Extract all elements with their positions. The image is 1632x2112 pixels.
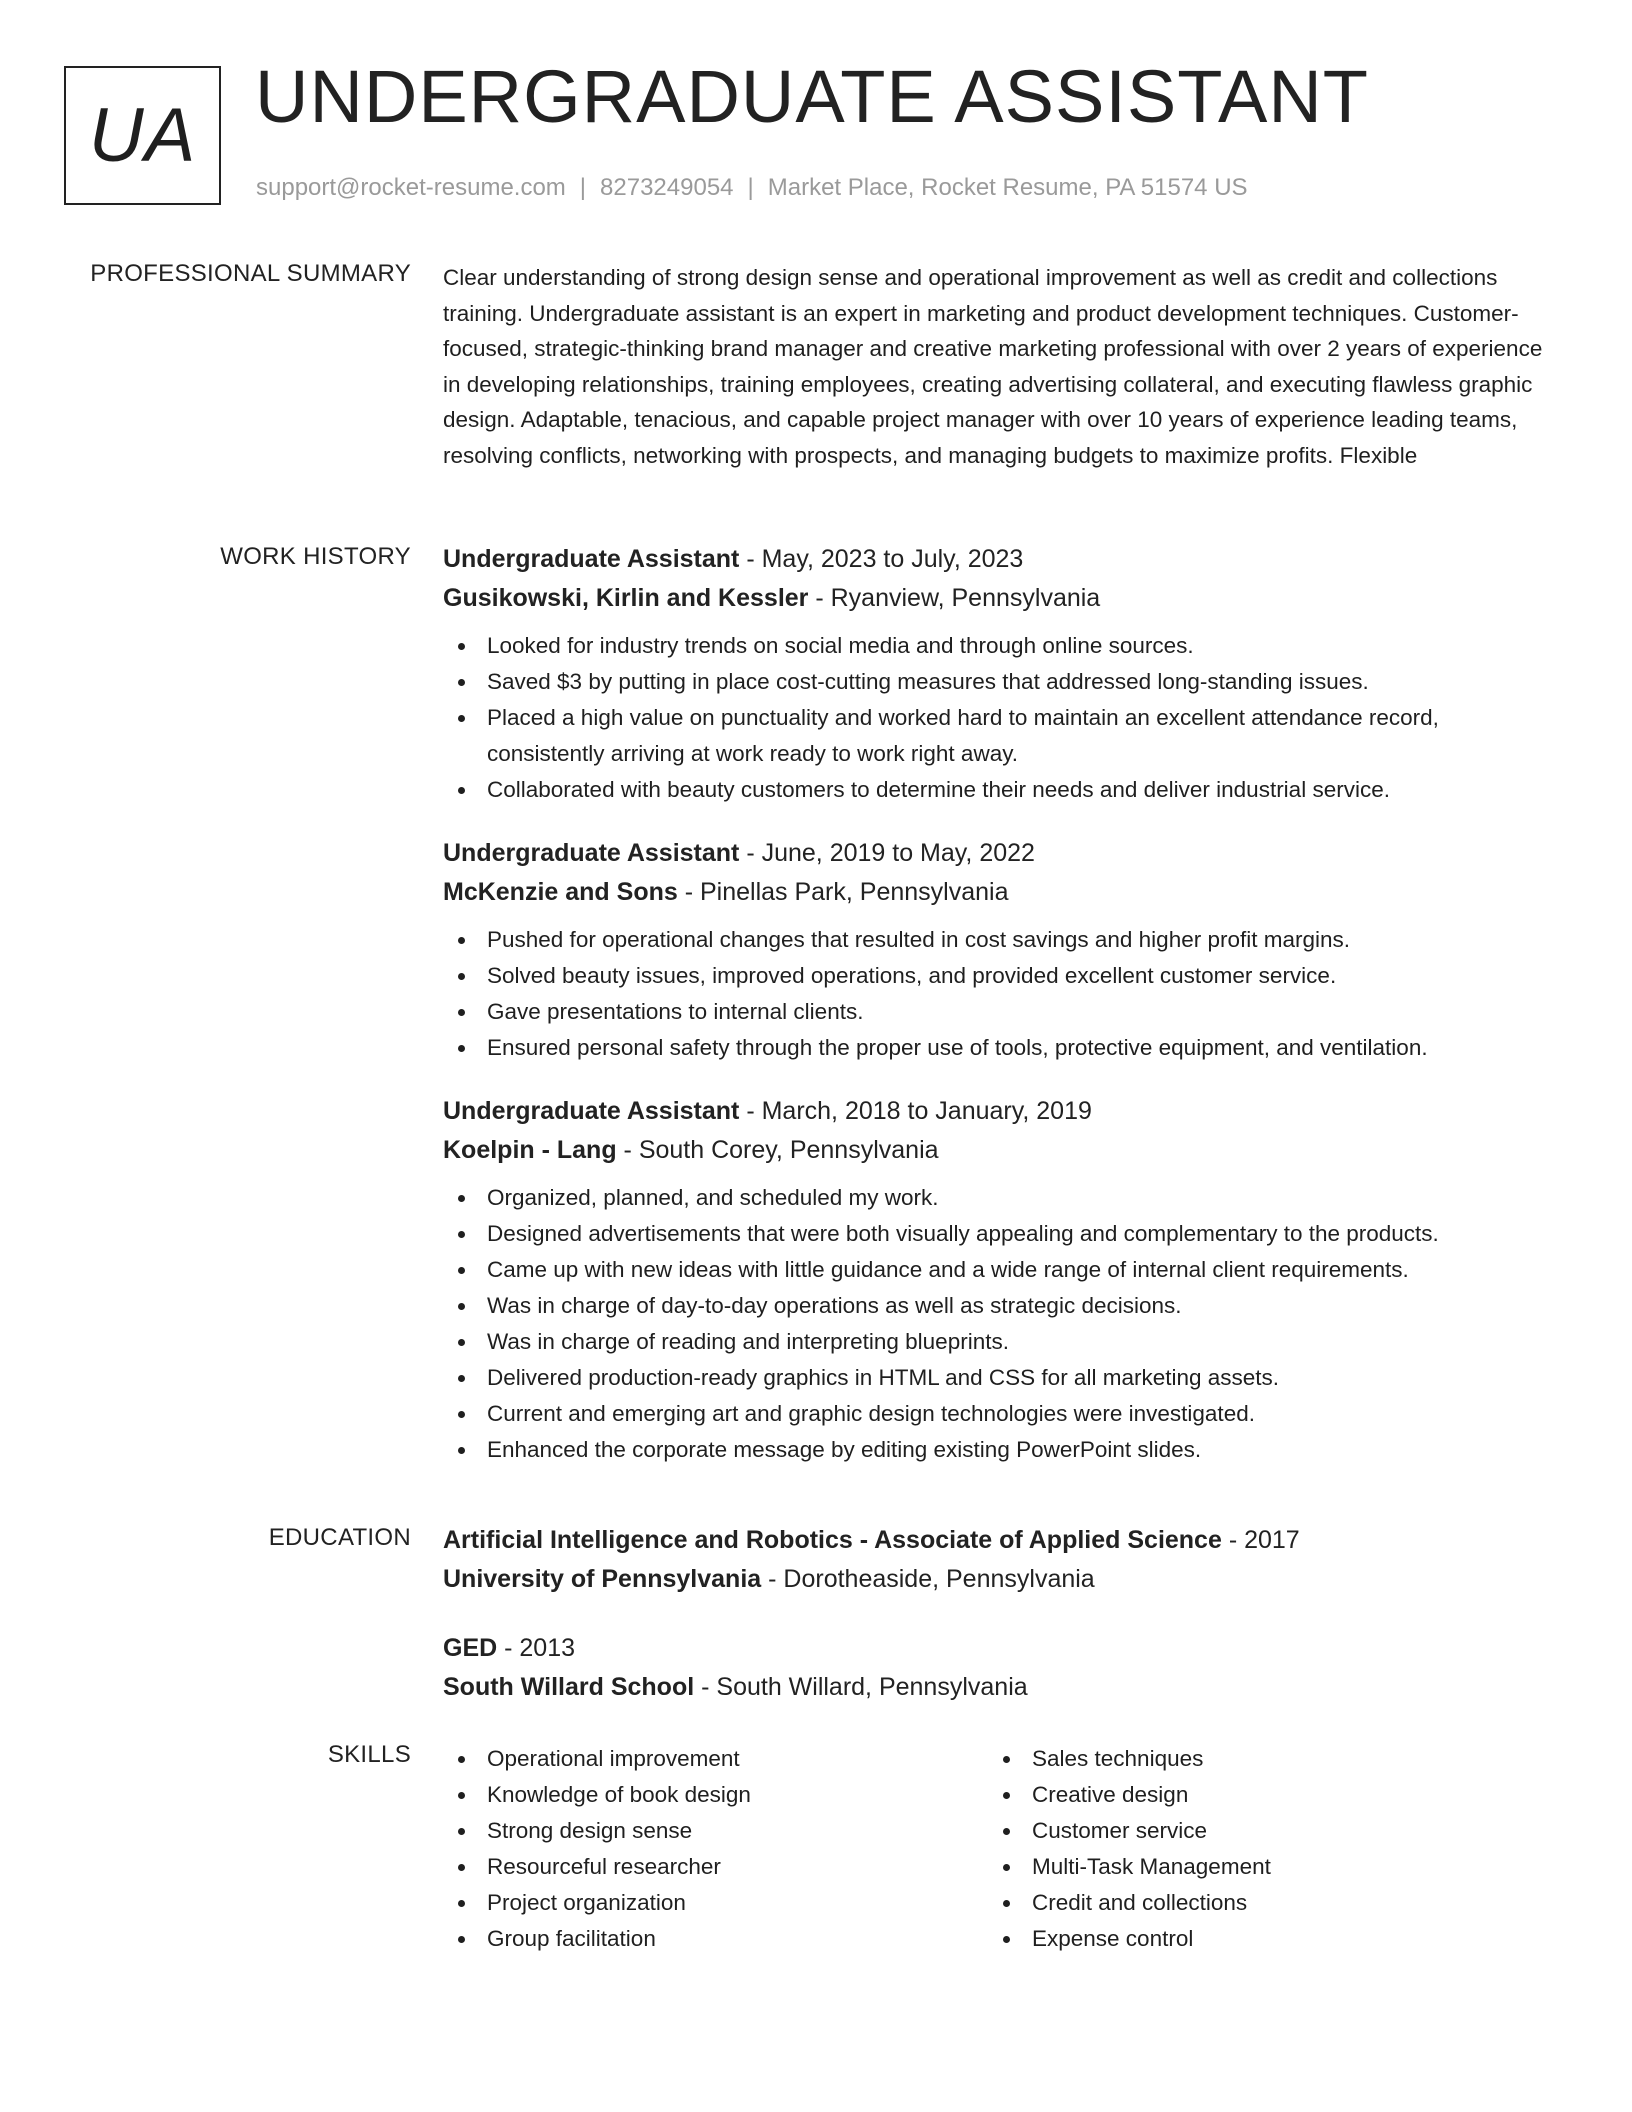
job-location: - Pinellas Park, Pennsylvania xyxy=(677,878,1009,906)
job-bullet: Ensured personal safety through the proper use of tools, protective equipment, and ventilation. xyxy=(443,1030,1553,1066)
job-bullet: Saved $3 by putting in place cost-cutting measures that addressed long-standing issues. xyxy=(443,664,1553,700)
job-role: Undergraduate Assistant xyxy=(443,1097,740,1125)
education-school-line xyxy=(443,1668,1553,1707)
education-body xyxy=(443,1521,1553,1737)
job-company-line xyxy=(443,579,1553,618)
education-school-line xyxy=(443,1560,1553,1599)
job-bullet: Current and emerging art and graphic design technologies were investigated. xyxy=(443,1396,1553,1432)
monogram-box xyxy=(64,66,221,205)
job-bullet: Pushed for operational changes that resulted in cost savings and higher profit margins. xyxy=(443,922,1553,958)
education-school: South Willard School xyxy=(443,1673,695,1701)
job-company: McKenzie and Sons xyxy=(443,878,678,906)
job-title-line xyxy=(443,540,1553,579)
skills-list-left xyxy=(443,1741,988,1957)
skill-item: Multi-Task Management xyxy=(988,1849,1533,1885)
job-bullet: Was in charge of day-to-day operations as well as strategic decisions. xyxy=(443,1288,1553,1324)
contact-separator: | xyxy=(747,174,754,201)
job-bullet: Placed a high value on punctuality and worked hard to maintain an excellent attendance record, consistently arriving at work ready to work right away. xyxy=(443,700,1553,772)
job-title-line xyxy=(443,834,1553,873)
skills-list-right xyxy=(988,1741,1533,1957)
section-title-work-history: WORK HISTORY xyxy=(220,543,411,570)
skills-columns xyxy=(443,1741,1553,1957)
job-bullet: Collaborated with beauty customers to determine their needs and deliver industrial service. xyxy=(443,772,1553,808)
section-title-summary: PROFESSIONAL SUMMARY xyxy=(90,260,411,287)
education-location: - Dorotheaside, Pennsylvania xyxy=(761,1565,1095,1593)
job-company: Koelpin - Lang xyxy=(443,1136,617,1164)
skill-item: Credit and collections xyxy=(988,1885,1533,1921)
education-year: - 2017 xyxy=(1221,1526,1300,1554)
job-role: Undergraduate Assistant xyxy=(443,839,740,867)
job-dates: - March, 2018 to January, 2019 xyxy=(739,1097,1092,1125)
skill-item: Expense control xyxy=(988,1921,1533,1957)
skills-body xyxy=(443,1741,1553,1957)
monogram-initials: UA xyxy=(88,93,197,178)
job-company-line xyxy=(443,873,1553,912)
work-history-body xyxy=(443,540,1553,1494)
job-bullet: Solved beauty issues, improved operations, and provided excellent customer service. xyxy=(443,958,1553,994)
job-bullet: Gave presentations to internal clients. xyxy=(443,994,1553,1030)
skill-item: Project organization xyxy=(443,1885,988,1921)
job-bullet: Enhanced the corporate message by editing existing PowerPoint slides. xyxy=(443,1432,1553,1468)
summary-text: Clear understanding of strong design sense and operational improvement as well as credit and collections training. Undergraduate assistant is an expert in marketing and product development techniques. Customer-focused, strategic-thinking brand manager and creative marketing professional with over 2 years of experience in developing relationships, training employees, creating advertising collateral, and executing flawless graphic design. Adaptable, tenacious, and capable project manager with over 10 years of experience leading teams, resolving conflicts, networking with prospects, and managing budgets to maximize profits. Flexible xyxy=(443,265,1543,468)
education-entry xyxy=(443,1521,1553,1599)
education-school: University of Pennsylvania xyxy=(443,1565,762,1593)
job-bullet: Organized, planned, and scheduled my work. xyxy=(443,1180,1553,1216)
skill-item: Strong design sense xyxy=(443,1813,988,1849)
job-role: Undergraduate Assistant xyxy=(443,545,740,573)
job-bullets xyxy=(443,922,1553,1066)
education-degree-line xyxy=(443,1521,1553,1560)
job-bullet: Designed advertisements that were both visually appealing and complementary to the products. xyxy=(443,1216,1553,1252)
skill-item: Creative design xyxy=(988,1777,1533,1813)
skill-item: Sales techniques xyxy=(988,1741,1533,1777)
skill-item: Knowledge of book design xyxy=(443,1777,988,1813)
education-location: - South Willard, Pennsylvania xyxy=(694,1673,1028,1701)
job-bullet: Delivered production-ready graphics in HTML and CSS for all marketing assets. xyxy=(443,1360,1553,1396)
job-bullets xyxy=(443,1180,1553,1468)
contact-phone: 8273249054 xyxy=(600,174,734,201)
contact-separator: | xyxy=(579,174,587,201)
summary-body xyxy=(443,260,1553,473)
skill-item: Operational improvement xyxy=(443,1741,988,1777)
education-degree-line xyxy=(443,1629,1553,1668)
section-title-skills: SKILLS xyxy=(327,1741,411,1768)
contact-line xyxy=(256,174,1248,202)
job-bullet: Looked for industry trends on social media and through online sources. xyxy=(443,628,1553,664)
skills-column-right xyxy=(988,1741,1533,1957)
education-degree: Artificial Intelligence and Robotics - Associate of Applied Science xyxy=(443,1526,1222,1554)
skills-column-left xyxy=(443,1741,988,1957)
job-company-line xyxy=(443,1131,1553,1170)
job-entry xyxy=(443,1092,1553,1468)
job-bullets xyxy=(443,628,1553,808)
skill-item: Group facilitation xyxy=(443,1921,988,1957)
contact-address: Market Place, Rocket Resume, PA 51574 US xyxy=(767,174,1248,201)
contact-email: support@rocket-resume.com xyxy=(256,174,566,201)
job-entry xyxy=(443,834,1553,1066)
skill-item: Resourceful researcher xyxy=(443,1849,988,1885)
education-year: - 2013 xyxy=(497,1634,576,1662)
section-title-education: EDUCATION xyxy=(268,1524,411,1551)
job-company: Gusikowski, Kirlin and Kessler xyxy=(443,584,809,612)
job-dates: - June, 2019 to May, 2022 xyxy=(739,839,1035,867)
job-bullet: Came up with new ideas with little guidance and a wide range of internal client requirements. xyxy=(443,1252,1553,1288)
education-degree: GED xyxy=(443,1634,498,1662)
job-entry xyxy=(443,540,1553,808)
job-location: - South Corey, Pennsylvania xyxy=(616,1136,939,1164)
candidate-name: UNDERGRADUATE ASSISTANT xyxy=(255,55,1369,138)
education-entry xyxy=(443,1629,1553,1707)
job-bullet: Was in charge of reading and interpreting blueprints. xyxy=(443,1324,1553,1360)
job-title-line xyxy=(443,1092,1553,1131)
job-location: - Ryanview, Pennsylvania xyxy=(808,584,1101,612)
skill-item: Customer service xyxy=(988,1813,1533,1849)
job-dates: - May, 2023 to July, 2023 xyxy=(739,545,1024,573)
